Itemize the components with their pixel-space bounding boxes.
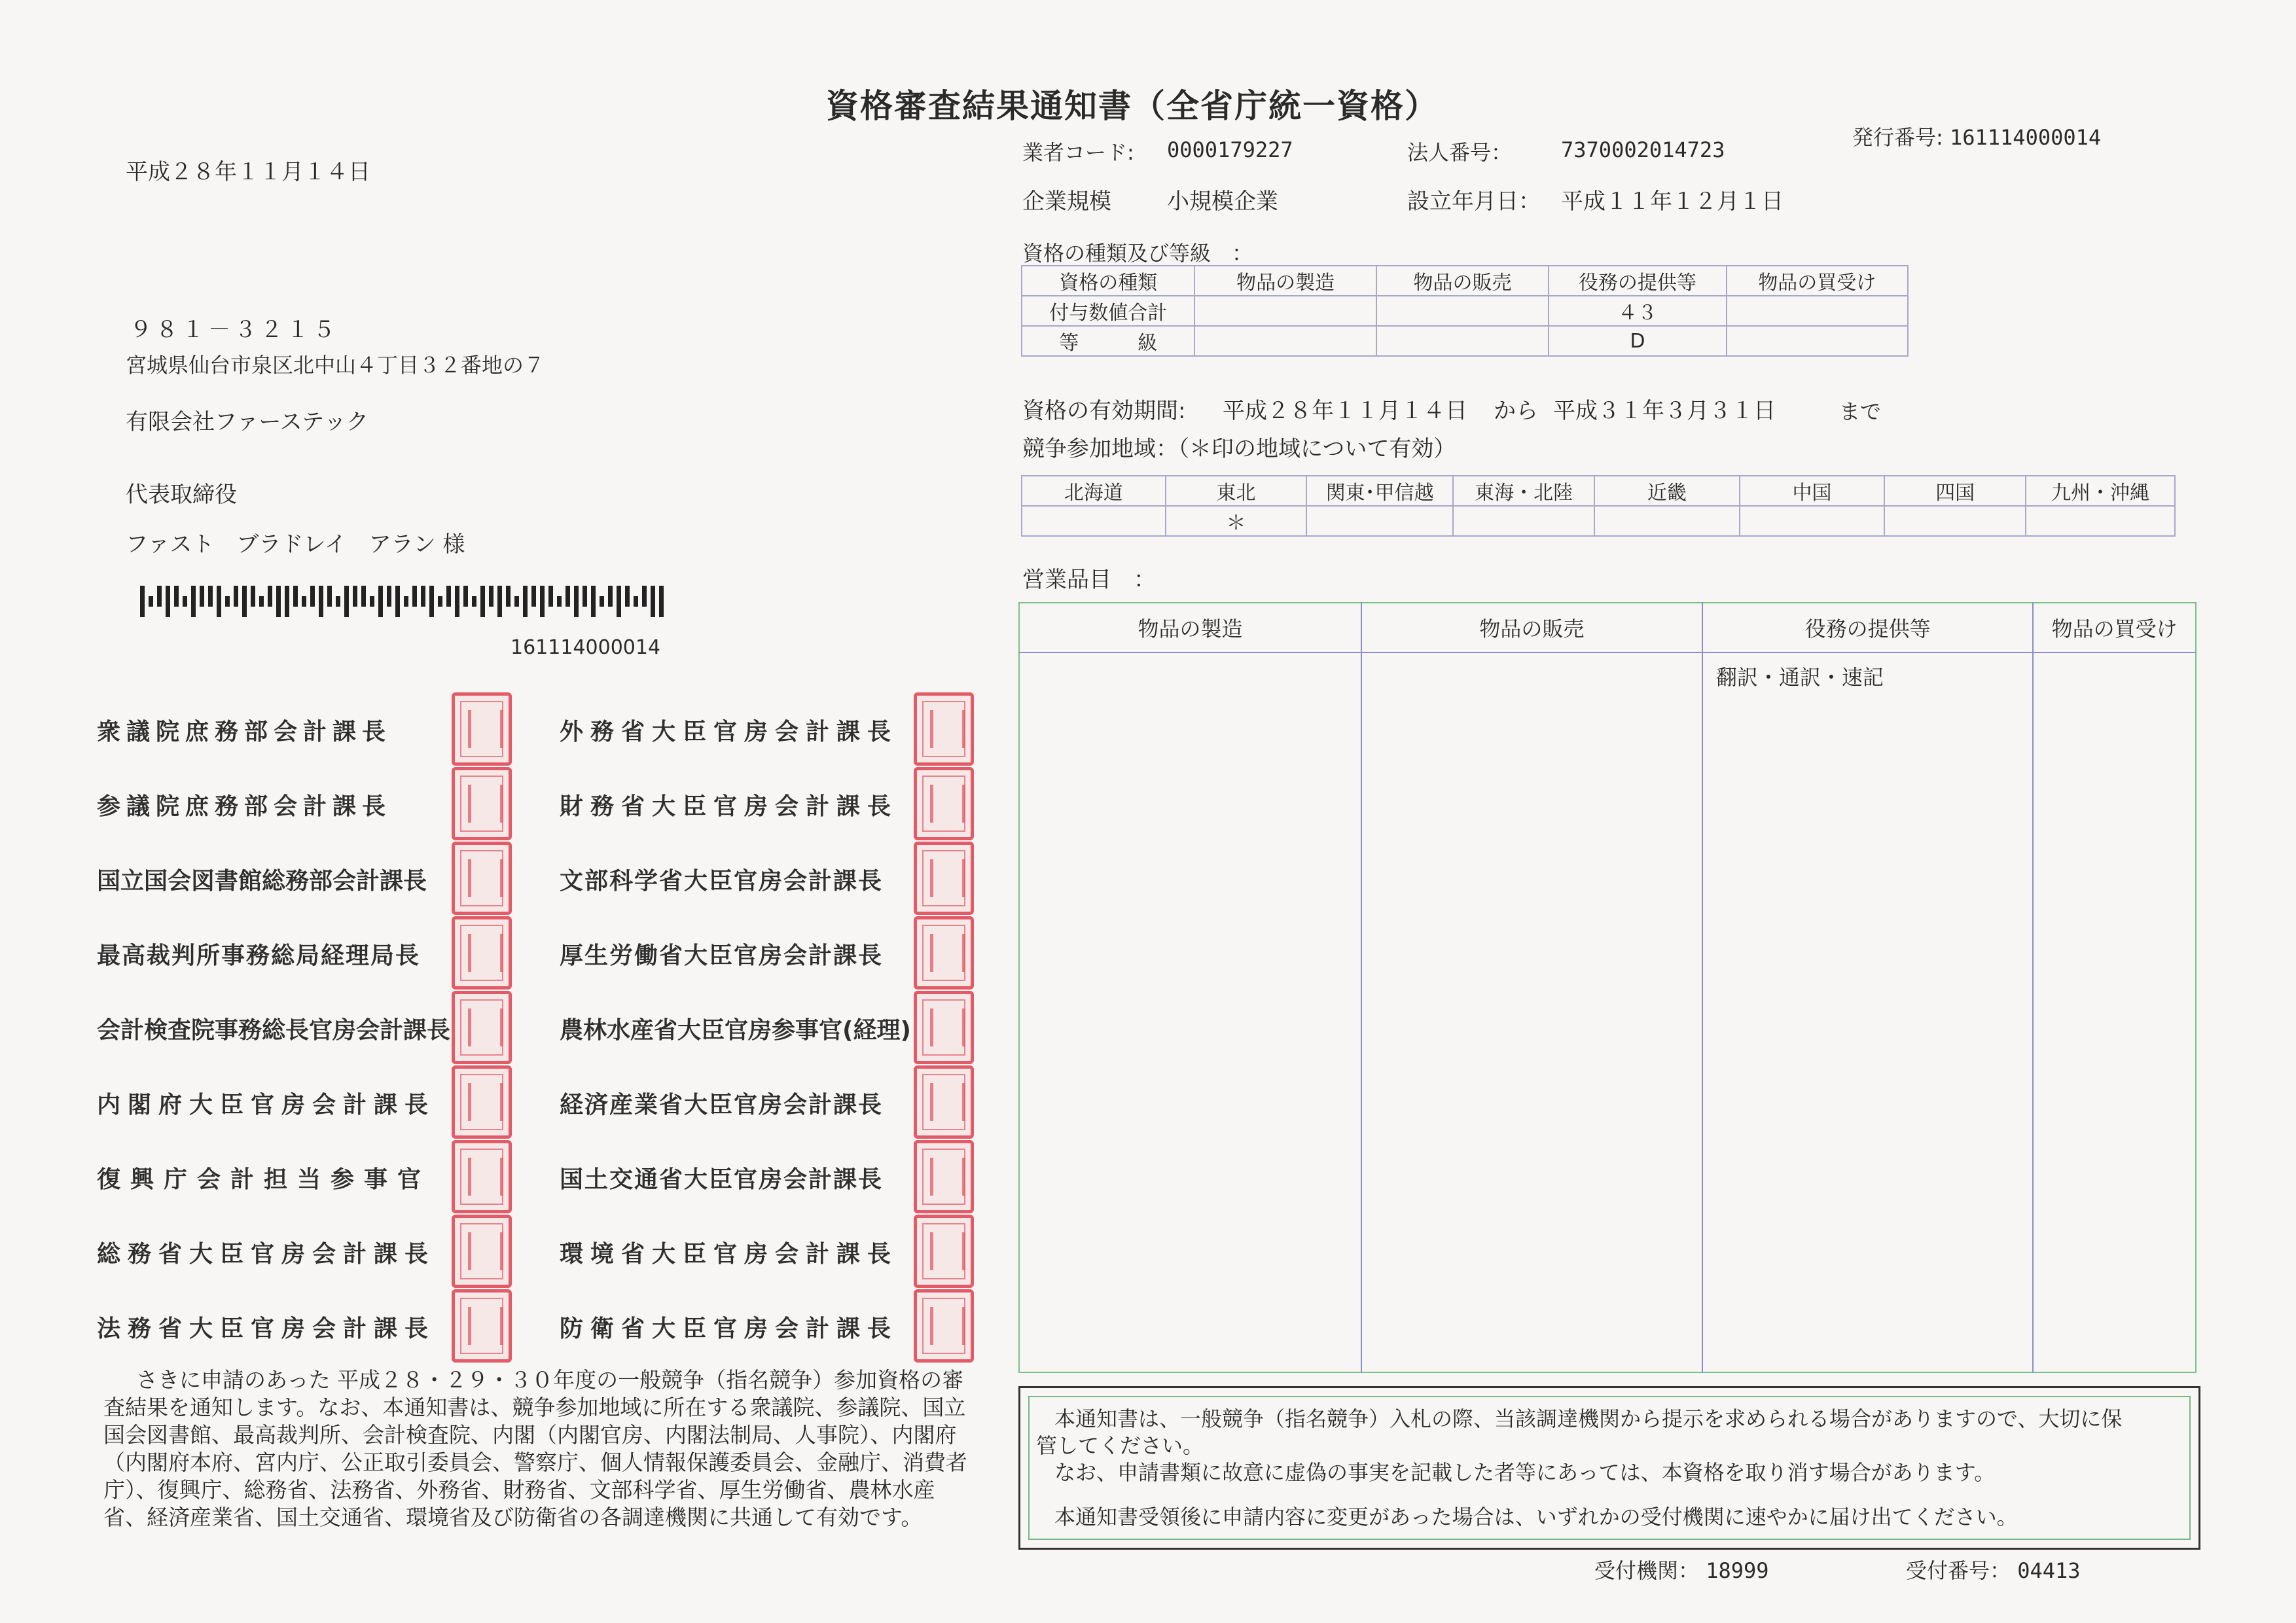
business-header-cell: 物品の販売 — [1361, 603, 1702, 652]
corp-number-value: 7370002014723 — [1561, 137, 1725, 162]
barcode-bar — [336, 596, 340, 607]
barcode-bar — [191, 586, 196, 617]
region-mark: ＊ — [1166, 506, 1307, 536]
address-line: 宮城県仙台市泉区北中山４丁目３２番地の７ — [126, 353, 545, 378]
region-mark — [1594, 506, 1740, 536]
official-seal — [914, 692, 974, 766]
grade-header-cell: 資格の種類 — [1022, 266, 1194, 296]
validity-from: 平成２８年１１月１４日 — [1223, 398, 1467, 424]
barcode-bar — [293, 586, 298, 607]
barcode-bar — [234, 586, 238, 607]
barcode-bar — [557, 596, 562, 607]
grade-header-cell: 物品の買受け — [1727, 266, 1908, 296]
region-mark — [2026, 506, 2175, 536]
official-seal — [914, 916, 974, 990]
barcode-bar — [480, 586, 485, 617]
grade-table-row — [1022, 326, 1908, 356]
official-title: 国立国会図書館総務部会計課長 — [97, 868, 427, 895]
document-title: 資格審査結果通知書（全省庁統一資格） — [826, 87, 1439, 125]
postal-barcode — [137, 586, 681, 617]
business-item: 翻訳・通訳・速記 — [1702, 652, 2033, 1372]
founded-label: 設立年月日： — [1407, 188, 1541, 215]
barcode-bar — [497, 586, 502, 617]
official-seal — [914, 1289, 974, 1363]
barcode-bar — [387, 586, 391, 607]
grade-table — [1021, 265, 1909, 357]
grade-cell — [1727, 296, 1908, 326]
region-name: 東海・北陸 — [1453, 476, 1594, 506]
barcode-bar — [514, 596, 519, 607]
official-title: 法務省大臣官房会計課長 — [97, 1315, 436, 1342]
barcode-bar — [634, 596, 638, 607]
business-item-row — [1019, 652, 2196, 1372]
barcode-bar — [302, 596, 306, 607]
validity-made: まで — [1839, 399, 1882, 424]
grade-cell — [1376, 326, 1549, 356]
barcode-bar — [327, 586, 332, 607]
official-seal — [914, 842, 974, 915]
official-title: 外務省大臣官房会計課長 — [560, 719, 899, 745]
barcode-bar — [285, 586, 289, 617]
business-header-cell: 物品の製造 — [1019, 603, 1361, 652]
notice-box — [1018, 1386, 2200, 1550]
barcode-bar — [472, 596, 476, 607]
barcode-bar — [378, 586, 383, 617]
official-title: 最高裁判所事務総局経理局長 — [97, 942, 421, 969]
barcode-bar — [242, 586, 247, 617]
grade-header-cell: 物品の販売 — [1376, 266, 1549, 296]
company-name: 有限会社ファーステック — [126, 409, 368, 435]
official-seal — [914, 1215, 974, 1288]
business-item — [1361, 652, 1702, 1372]
addressee-name: ファスト ブラドレイ アラン 様 — [126, 531, 465, 558]
official-seal — [914, 991, 974, 1064]
official-seal — [452, 1289, 512, 1363]
region-name: 東北 — [1166, 476, 1307, 506]
barcode-bar — [149, 596, 153, 607]
issue-date: 平成２８年１１月１４日 — [126, 159, 370, 185]
reception-number-value: 04413 — [2017, 1558, 2081, 1583]
barcode-bar — [183, 596, 187, 607]
barcode-bar — [523, 586, 528, 617]
reception-number-label: 受付番号： — [1906, 1558, 2011, 1583]
barcode-bar — [583, 586, 587, 607]
barcode-bar — [421, 586, 425, 607]
business-item — [1019, 652, 1361, 1372]
barcode-bar — [200, 586, 204, 607]
barcode-bar — [259, 596, 264, 607]
official-title: 経済産業省大臣官房会計課長 — [560, 1092, 884, 1118]
grade-cell — [1727, 326, 1908, 356]
official-seal — [452, 692, 512, 766]
barcode-bar — [404, 596, 408, 607]
barcode-bar — [591, 586, 596, 617]
barcode-bar — [506, 586, 511, 607]
region-name: 九州・沖縄 — [2026, 476, 2175, 506]
region-table — [1021, 475, 2176, 537]
barcode-bar — [217, 586, 221, 617]
barcode-bar — [361, 586, 366, 607]
official-title: 会計検査院事務総長官房会計課長 — [97, 1017, 451, 1044]
official-seal — [452, 1065, 512, 1139]
grade-cell: 等 級 — [1022, 326, 1194, 356]
barcode-bar — [310, 586, 315, 607]
official-seal — [452, 991, 512, 1064]
region-name: 近畿 — [1594, 476, 1740, 506]
barcode-bar — [370, 596, 374, 607]
barcode-bar — [463, 586, 468, 607]
official-title: 総務省大臣官房会計課長 — [97, 1241, 436, 1268]
official-seal — [452, 916, 512, 990]
notice-line: なお、申請書類に故意に虚偽の事実を記載した者等にあっては、本資格を取り消す場合があります。 — [1054, 1460, 1996, 1485]
grade-header-cell: 役務の提供等 — [1549, 266, 1726, 296]
founded-value: 平成１１年１２月１日 — [1561, 188, 1784, 215]
reception-number — [1906, 1554, 2081, 1584]
notice-line: 本通知書は、一般競争（指名競争）入札の際、当該調達機関から提示を求められる場合がありますので、大切に保 — [1054, 1406, 2123, 1431]
business-header-row — [1019, 603, 2196, 652]
region-name: 関東･甲信越 — [1306, 476, 1453, 506]
official-seal — [914, 767, 974, 840]
reception-label: 受付機関： — [1594, 1558, 1700, 1583]
reception-value: 18999 — [1706, 1558, 1769, 1583]
corp-number-label: 法人番号： — [1407, 140, 1513, 165]
barcode-bar — [319, 586, 323, 617]
barcode-bar — [353, 586, 357, 607]
validity-label: 資格の有効期間: — [1022, 398, 1186, 424]
representative-title: 代表取締役 — [126, 482, 237, 508]
official-title: 内閣府大臣官房会計課長 — [97, 1092, 436, 1118]
barcode-bar — [600, 596, 604, 607]
barcode-bar — [251, 586, 255, 607]
region-mark — [1884, 506, 2026, 536]
grade-cell: 付与数値合計 — [1022, 296, 1194, 326]
scale-value: 小規模企業 — [1167, 188, 1278, 215]
barcode-bar — [625, 586, 630, 607]
barcode-bar — [438, 596, 442, 607]
grade-cell — [1194, 326, 1376, 356]
barcode-bar — [225, 596, 230, 607]
region-mark — [1022, 506, 1166, 536]
barcode-bar — [455, 586, 459, 617]
region-name: 北海道 — [1022, 476, 1166, 506]
official-title: 防衛省大臣官房会計課長 — [560, 1315, 899, 1342]
region-label: 競争参加地域：（＊印の地域について有効） — [1022, 436, 1456, 462]
grade-table-header — [1022, 266, 1908, 296]
region-mark — [1306, 506, 1453, 536]
official-seal — [452, 842, 512, 915]
barcode-bar — [565, 586, 570, 607]
official-title: 衆議院庶務部会計課長 — [97, 719, 392, 745]
barcode-bar — [166, 586, 170, 617]
barcode-bar — [429, 586, 434, 617]
official-title: 国土交通省大臣官房会計課長 — [560, 1166, 884, 1193]
official-seal — [914, 1140, 974, 1213]
grade-table-row — [1022, 296, 1908, 326]
barcode-bar — [540, 586, 545, 617]
validity-to: 平成３１年３月３１日 — [1553, 398, 1776, 424]
grade-section-label: 資格の種類及び等級 ： — [1022, 241, 1253, 266]
grade-cell: D — [1549, 326, 1726, 356]
barcode-bar — [446, 586, 451, 607]
business-header-cell: 役務の提供等 — [1702, 603, 2033, 652]
vendor-code-value: 0000179227 — [1167, 137, 1293, 162]
business-label: 営業品目 ： — [1022, 567, 1156, 593]
barcode-bar — [157, 586, 162, 607]
official-title: 財務省大臣官房会計課長 — [560, 793, 899, 820]
official-seal — [452, 1215, 512, 1288]
barcode-bar — [642, 586, 647, 607]
validity-kara: から — [1494, 398, 1538, 424]
official-title: 参議院庶務部会計課長 — [97, 793, 392, 820]
barcode-bar — [608, 586, 613, 607]
region-header-row — [1022, 476, 2175, 506]
region-name: 中国 — [1740, 476, 1885, 506]
barcode-number: 161114000014 — [511, 636, 661, 659]
vendor-code-label: 業者コード: — [1022, 140, 1134, 165]
grade-header-cell: 物品の製造 — [1194, 266, 1376, 296]
grade-cell: ４３ — [1549, 296, 1726, 326]
issue-number-value: 161114000014 — [1949, 125, 2102, 150]
scale-label: 企業規模 — [1022, 188, 1111, 215]
issue-number — [1852, 121, 2101, 151]
official-title: 文部科学省大臣官房会計課長 — [560, 868, 884, 895]
barcode-bar — [174, 586, 179, 607]
barcode-bar — [395, 586, 400, 617]
barcode-bar — [531, 586, 536, 607]
barcode-bar — [344, 586, 349, 617]
region-mark-row — [1022, 506, 2175, 536]
issue-number-label: 発行番号: — [1852, 125, 1943, 150]
notice-line: 本通知書受領後に申請内容に変更があった場合は、いずれかの受付機関に速やかに届け出てください。 — [1054, 1505, 2018, 1529]
region-mark — [1740, 506, 1885, 536]
grade-cell — [1376, 296, 1549, 326]
barcode-bar — [140, 586, 145, 617]
barcode-bar — [659, 586, 664, 617]
official-seal — [452, 767, 512, 840]
region-name: 四国 — [1884, 476, 2026, 506]
barcode-bar — [276, 586, 281, 617]
notification-paragraph: さきに申請のあった 平成２８・２９・３０年度の一般競争（指名競争）参加資格の審査結果を通知します。なお、本通知書は、競争参加地域に所在する衆議院、参議院、国立国会図書館、最高裁判所、会計検査院、内閣（内閣官房、内閣法制局、人事院）、内閣府（内閣府本府、宮内庁、公正取引委員会、警察庁、個人情報保護委員会、金融庁、消費者庁）、復興庁、総務省、法務省、外務省、財務省、文部科学省、厚生労働省、農林水産省、経済産業省、国土交通省、環境省及び防衛省の各調達機関に共通して有効です。 — [103, 1367, 967, 1530]
business-table — [1018, 602, 2197, 1373]
reception — [1594, 1554, 1769, 1584]
business-item — [2033, 652, 2196, 1372]
grade-cell — [1194, 296, 1376, 326]
barcode-bar — [651, 586, 655, 617]
barcode-bar — [412, 586, 417, 607]
barcode-bar — [208, 586, 213, 607]
business-header-cell: 物品の買受け — [2033, 603, 2196, 652]
barcode-bar — [548, 586, 553, 607]
official-title: 農林水産省大臣官房参事官(経理) — [560, 1017, 911, 1044]
barcode-bar — [268, 586, 272, 607]
official-seal — [914, 1065, 974, 1139]
region-mark — [1453, 506, 1594, 536]
barcode-bar — [617, 586, 621, 617]
official-title: 復興庁会計担当参事官 — [97, 1166, 431, 1193]
official-title: 厚生労働省大臣官房会計課長 — [560, 942, 884, 969]
postal-code: ９８１－３２１５ — [130, 317, 339, 343]
barcode-bar — [489, 586, 493, 607]
barcode-bar — [574, 586, 579, 617]
official-title: 環境省大臣官房会計課長 — [560, 1241, 899, 1268]
official-seal — [452, 1140, 512, 1213]
notice-line: 管してください。 — [1036, 1433, 1204, 1458]
